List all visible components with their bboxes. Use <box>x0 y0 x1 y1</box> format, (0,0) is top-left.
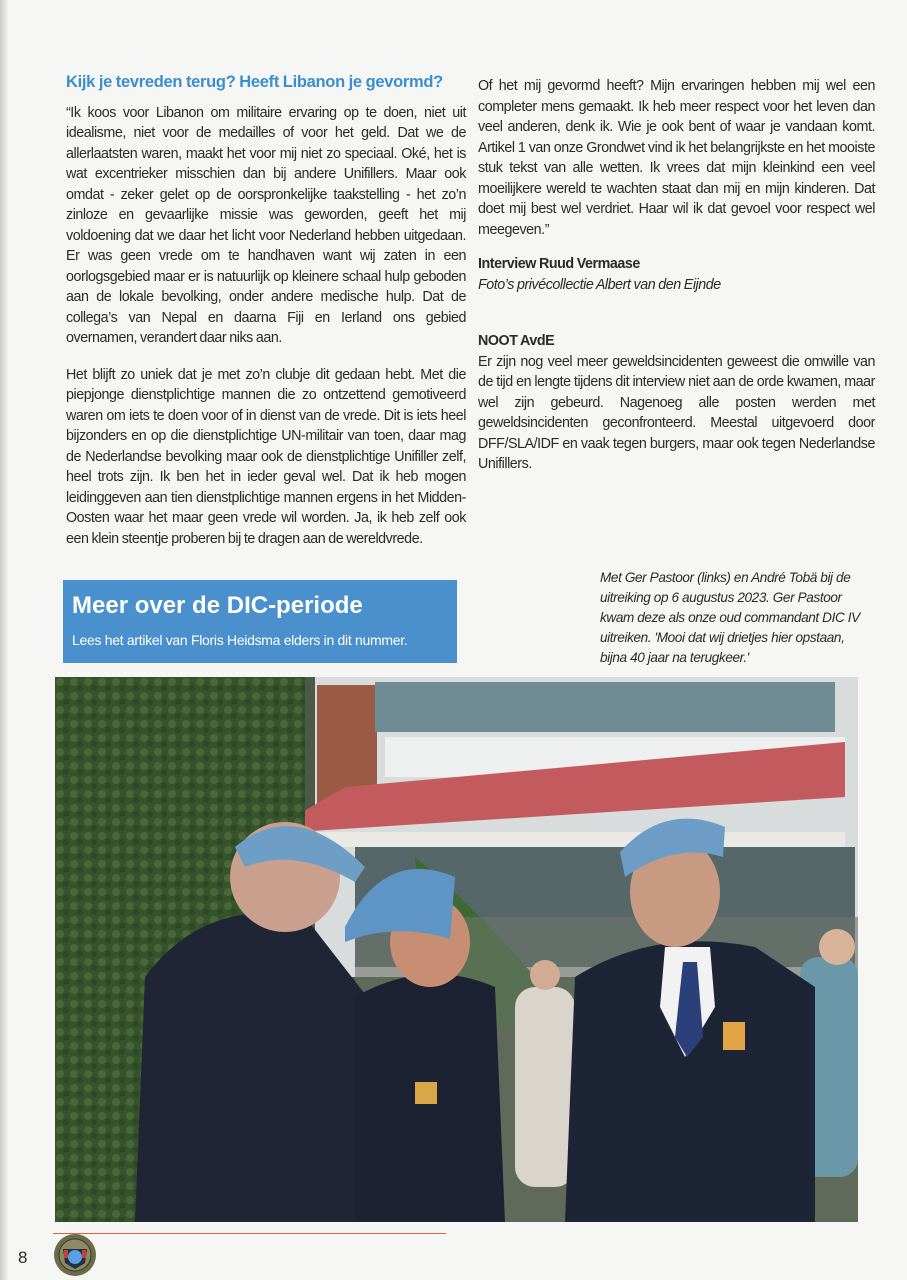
photo-medal-ceremony <box>55 677 858 1222</box>
body-paragraph: Of het mij gevormd heeft? Mijn ervaringen hebben mij wel een completer mens gemaakt. Ik heb meer respect voor het leven dan veel anderen, denk ik. Wie je ook bent of waar je vandaan komt. Artikel 1 van onze Grondwet vind ik het belangrijkste en het mooiste stuk tekst van alle wetten. Ik vrees dat mijn kleinkind een veel moeilijkere wereld te wachten staat dan mij en mijn kinderen. Dat doet mij best wel verdriet. Haar wil ik dat gevoel voor respect wel meegeven.” <box>478 78 875 238</box>
left-column <box>66 72 466 549</box>
association-logo-icon <box>53 1233 97 1277</box>
note-heading: NOOT AvdE <box>478 333 555 349</box>
info-box-subtitle: Lees het artikel van Floris Heidsma elders in dit nummer. <box>72 632 408 648</box>
photo-credit: Foto’s privécollectie Albert van den Eijnde <box>478 276 721 293</box>
body-paragraph: Het blijft zo uniek dat je met zo’n clubje dit gedaan hebt. Met die piepjonge dienstplichtige mannen die zo ontzettend gemotiveerd waren om iets te doen voor of in dienst van de vrede. Dit is iets heel bijzonders en op die dienstplichtige UN-militair van toen, daar mag de Nederlandse bevolking maar ook de dienstplichtige Unifiller zelf, heel trots zijn. Ik ben het in ieder geval wel. Dat ik heb mogen leidinggeven aan tien dienstplichtige mannen ergens in het Midden-Oosten waar het maar geen vrede wil worden. Ja, ik heb zelf ook een klein steentje proberen bij te dragen aan de wereldvrede. <box>66 366 466 547</box>
note-text: Er zijn nog veel meer geweldsincidenten geweest die omwille van de tijd en lengte tijdens dit interview niet aan de orde kwamen, maar wel zijn gebeurd. Nagenoeg alle posten werden met geweldsincidenten geconfronteerd. Meestal uitgevoerd door DFF/SLA/IDF en vaak tegen burgers, maar ook tegen Nederlandse Unifillers. <box>478 353 875 472</box>
scan-edge <box>0 0 8 1280</box>
info-box <box>63 580 457 663</box>
photo-illustration <box>55 677 858 1222</box>
bystander <box>515 987 575 1187</box>
page-number: 8 <box>18 1248 28 1267</box>
footer-rule <box>53 1233 446 1234</box>
photo-caption: Met Ger Pastoor (links) en André Tobä bij de uitreiking op 6 augustus 2023. Ger Pastoor kwam deze als onze oud commandant DIC IV uitreiken. 'Mooi dat wij drietjes hier opstaan, bijna 40 jaar na terugkeer.' <box>600 570 860 665</box>
right-column <box>478 76 875 475</box>
body-paragraph: “Ik koos voor Libanon om militaire ervaring op te doen, niet uit idealisme, niet voor de medailles of voor het geld. Dat we de allerlaatsten waren, maakt het voor mij niet zo speciaal. Oké, het is wat excentrieker misschien dan bij andere Unifillers. Maar ook omdat - zeker gelet op de oorspronkelijke taakstelling - het zo’n zinloze en gevaarlijke missie was geworden, geeft het mij voldoening dat we daar het licht voor Nederland hebben uitgedaan. Er was geen vrede om te handhaven want wij zaten in een oorlogsgebied maar er is natuurlijk op kleinere schaal hulp geboden aan de lokale bevolking, onder andere medische hulp. Dat de collega’s van Nepal en daarna Fiji en Ierland ons gebied overnamen, verandert daar niks aan. <box>66 104 466 346</box>
interview-credit: Interview Ruud Vermaase <box>478 256 640 272</box>
section-heading: Kijk je tevreden terug? Heeft Libanon je gevormd? <box>66 73 443 91</box>
info-box-title: Meer over de DIC-periode <box>72 592 363 619</box>
